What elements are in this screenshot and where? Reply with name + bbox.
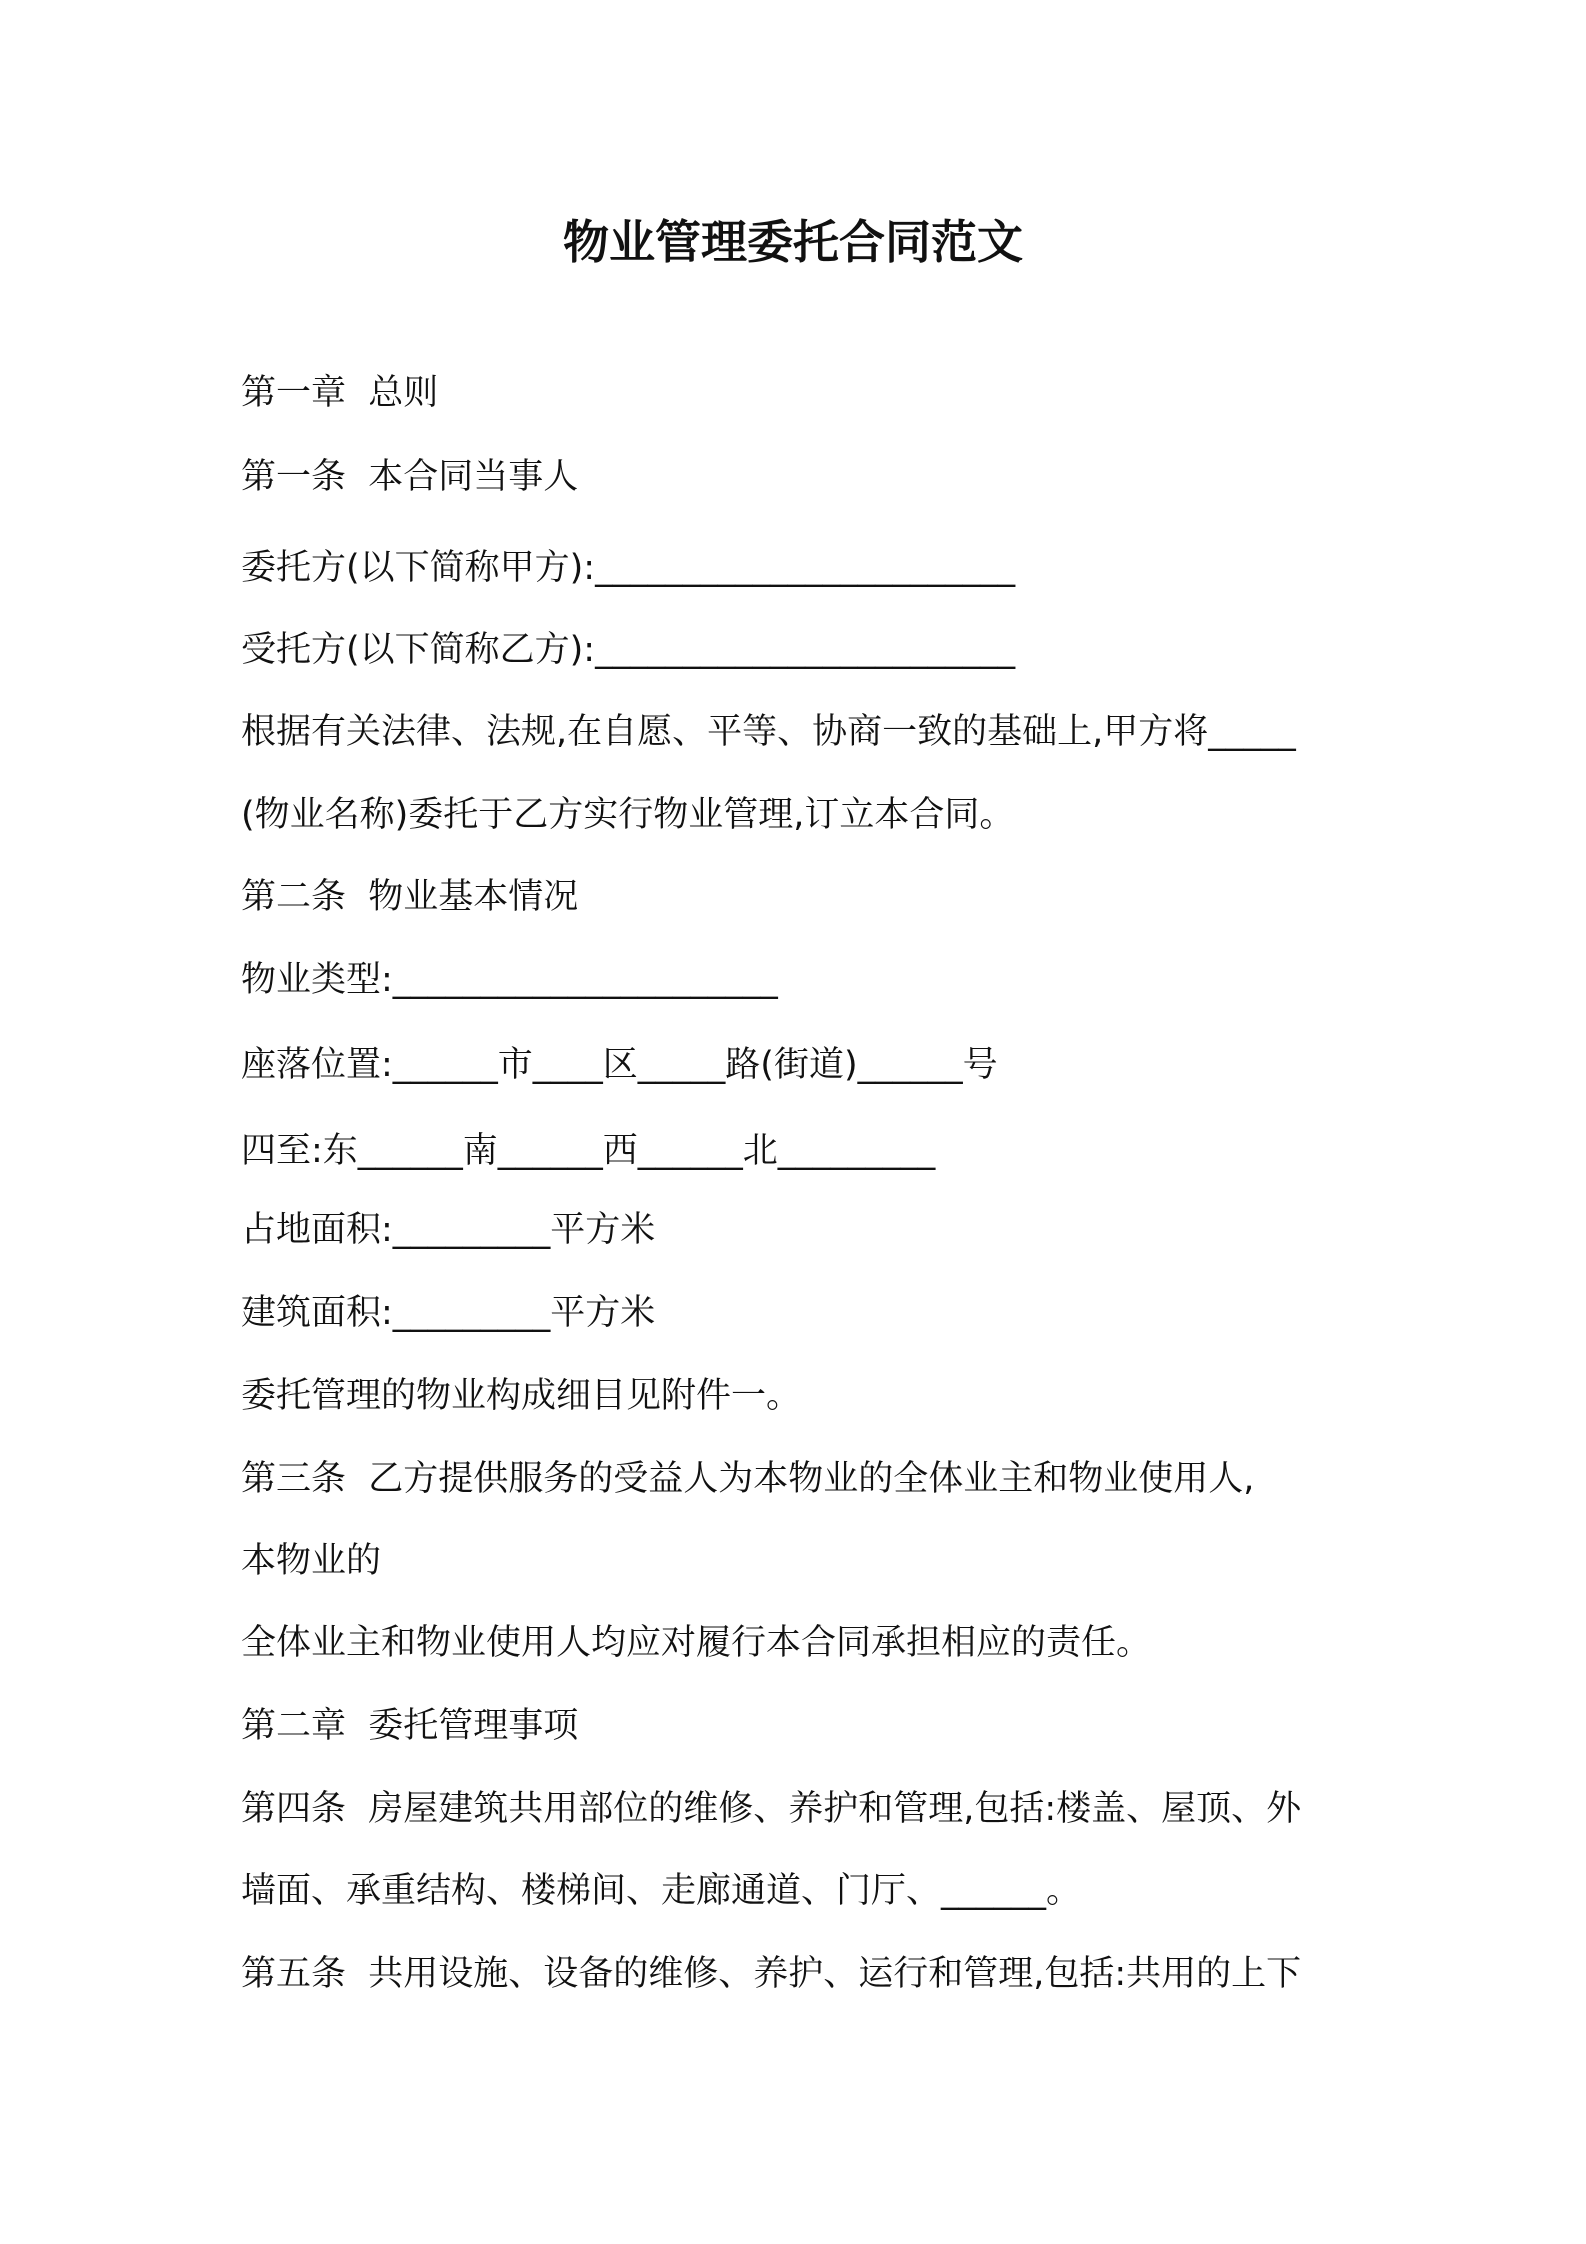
boundaries-line: 四至:东______南______西______北_________ [241, 1131, 936, 1171]
location-line: 座落位置:______市____区_____路(街道)______号 [241, 1045, 998, 1085]
paragraph-line: 墙面、承重结构、楼梯间、走廊通道、门厅、______。 [241, 1871, 1082, 1911]
building-area-line: 建筑面积:_________平方米 [241, 1293, 656, 1333]
article-heading: 第三条 乙方提供服务的受益人为本物业的全体业主和物业使用人, [241, 1459, 1255, 1499]
paragraph-line: 委托管理的物业构成细目见附件一。 [241, 1376, 802, 1416]
chapter-heading: 第一章 总则 [241, 373, 439, 413]
paragraph-line: 本物业的 [241, 1541, 382, 1581]
article-heading: 第一条 本合同当事人 [241, 457, 579, 497]
land-area-line: 占地面积:_________平方米 [241, 1210, 656, 1250]
paragraph-line: 根据有关法律、法规,在自愿、平等、协商一致的基础上,甲方将_____ [241, 712, 1296, 752]
property-type-line: 物业类型:______________________ [241, 960, 778, 1000]
article-heading: 第五条 共用设施、设备的维修、养护、运行和管理,包括:共用的上下 [241, 1954, 1302, 1994]
chapter-heading: 第二章 委托管理事项 [241, 1706, 579, 1746]
article-heading: 第四条 房屋建筑共用部位的维修、养护和管理,包括:楼盖、屋顶、外 [241, 1789, 1302, 1829]
paragraph-line: (物业名称)委托于乙方实行物业管理,订立本合同。 [241, 795, 1015, 835]
paragraph-line: 全体业主和物业使用人均应对履行本合同承担相应的责任。 [241, 1623, 1152, 1663]
article-heading: 第二条 物业基本情况 [241, 877, 579, 917]
document-title: 物业管理委托合同范文 [563, 215, 1023, 269]
party-b-line: 受托方(以下简称乙方):________________________ [241, 630, 1016, 670]
party-a-line: 委托方(以下简称甲方):________________________ [241, 548, 1016, 588]
